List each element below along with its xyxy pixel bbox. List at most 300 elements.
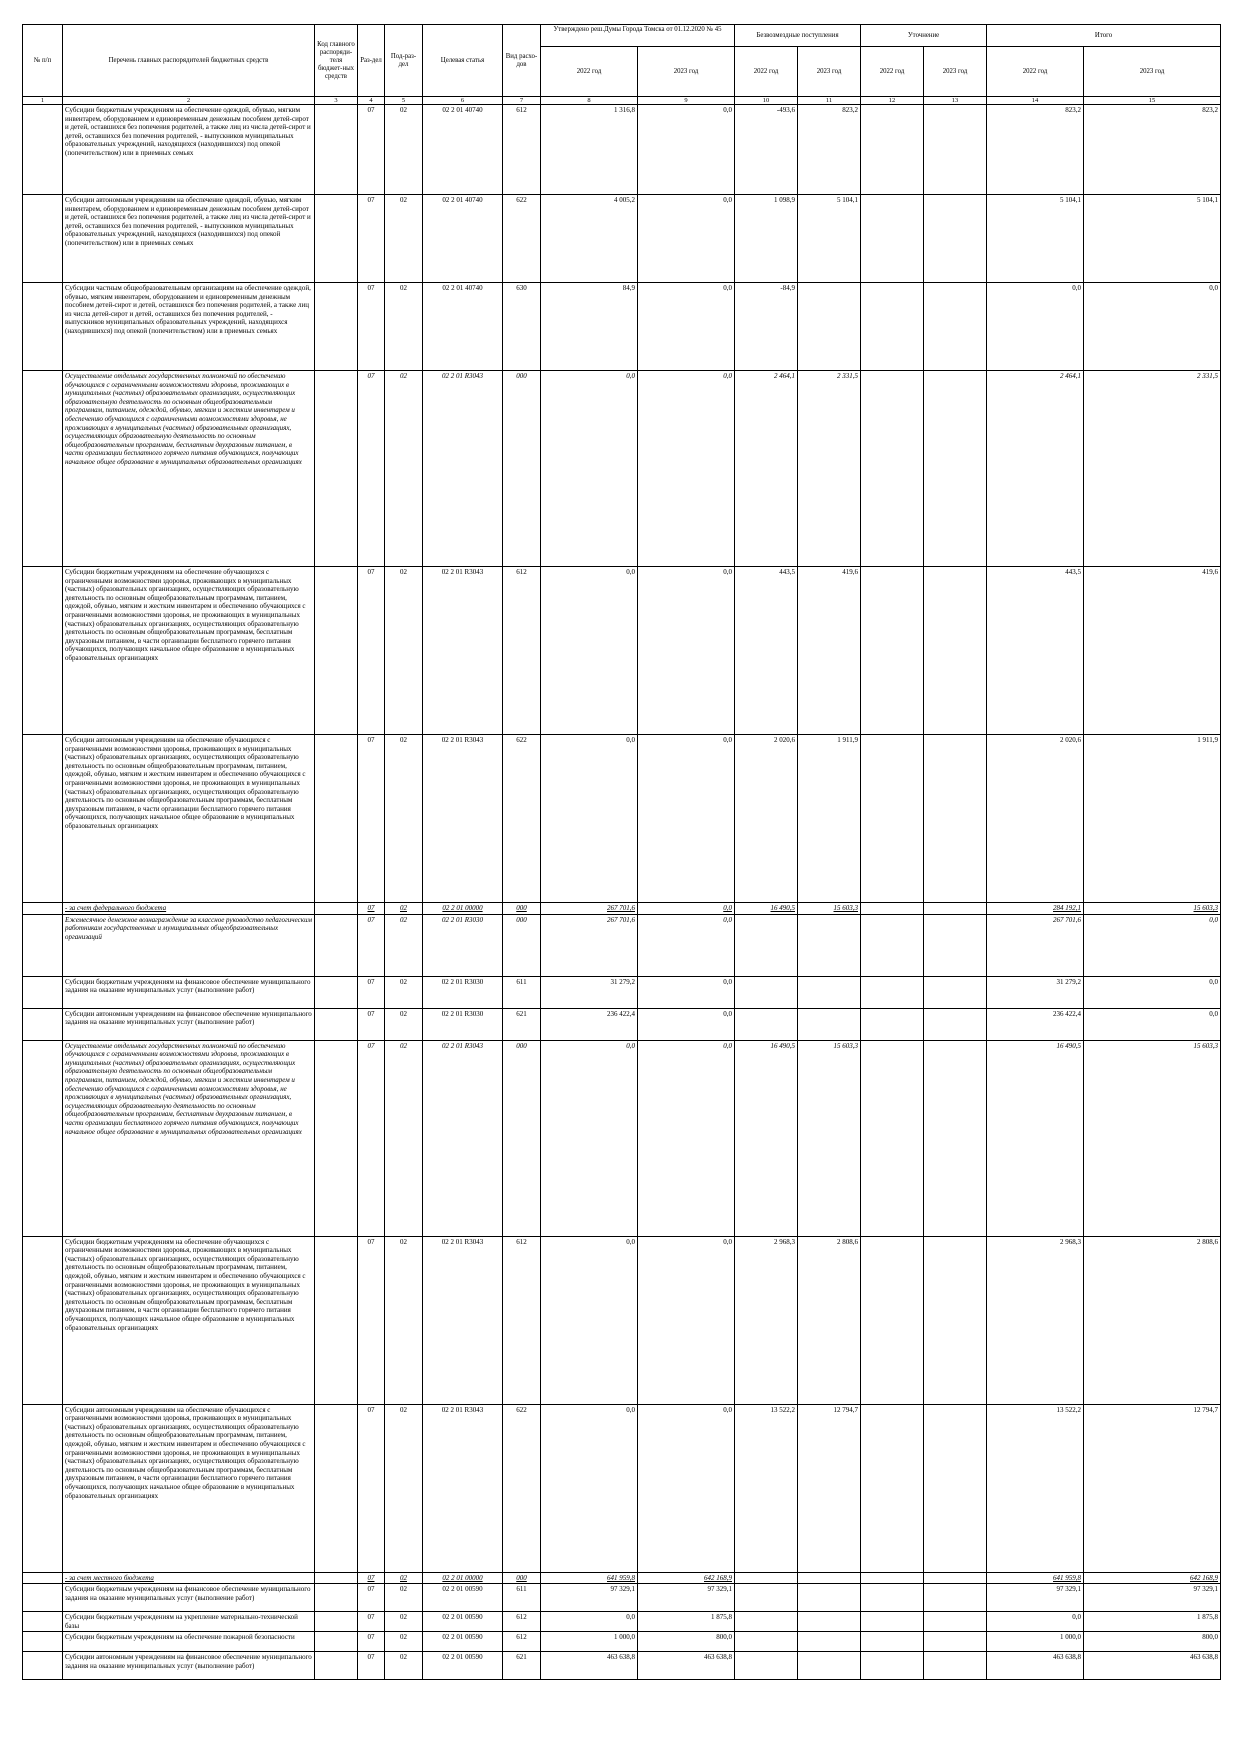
column-number: 11	[798, 97, 861, 105]
table-row	[23, 1404, 1221, 1572]
expense-type-cell: 621	[503, 1008, 541, 1040]
table-row	[23, 914, 1221, 976]
header-name: Перечень главных распорядителей бюджетных средств	[63, 25, 315, 97]
gratuitous-2023-cell	[798, 1612, 861, 1632]
clarification-2023-cell	[924, 914, 987, 976]
total-2023-cell: 0,0	[1084, 283, 1221, 371]
table-row	[23, 1008, 1221, 1040]
item-name-cell: Субсидии автономным учреждениям на обеспечение обучающихся с ограниченными возможностями здоровья, проживающих в муниципальных (частных) образовательных организациях, осуществляющих образовательную деятельность по основным общеобразовательным программам, питанием, одеждой, обувью, мягким и жестким инвентарем и обеспечению обучающихся с ограниченными возможностями здоровья, не проживающих в муниципальных (частных) образовательных организациях, осуществляющих образовательную деятельность по основным общеобразовательным программам, бесплатным двухразовым питанием, в части организации бесплатного горячего питания обучающихся, получающих начальное общее образование в муниципальных образовательных организациях	[63, 1404, 315, 1572]
approved-2023-cell: 0,0	[638, 903, 735, 915]
row-number-cell	[23, 1584, 63, 1612]
gratuitous-2022-cell: 1 098,9	[735, 195, 798, 283]
total-2023-cell: 0,0	[1084, 976, 1221, 1008]
clarification-2022-cell	[861, 567, 924, 735]
approved-2022-cell: 267 701,6	[541, 914, 638, 976]
manager-code-cell	[315, 1404, 358, 1572]
section-cell: 07	[358, 1236, 385, 1404]
item-name-cell: Субсидии автономным учреждениям на финансовое обеспечение муниципального задания на оказание муниципальных услуг (выполнение работ)	[63, 1008, 315, 1040]
header-subsection: Под-раз-дел	[385, 25, 423, 97]
total-2023-cell: 1 875,8	[1084, 1612, 1221, 1632]
column-number: 15	[1084, 97, 1221, 105]
total-2023-cell: 12 794,7	[1084, 1404, 1221, 1572]
expense-type-cell: 611	[503, 1584, 541, 1612]
column-number: 9	[638, 97, 735, 105]
approved-2022-cell: 97 329,1	[541, 1584, 638, 1612]
subsection-cell: 02	[385, 283, 423, 371]
expense-type-cell: 611	[503, 976, 541, 1008]
manager-code-cell	[315, 1652, 358, 1680]
header-total-2022: 2022 год	[987, 47, 1084, 97]
approved-2023-cell: 0,0	[638, 1404, 735, 1572]
gratuitous-2022-cell	[735, 1632, 798, 1652]
header-gratuitous-2023: 2023 год	[798, 47, 861, 97]
target-article-cell: 02 2 01 00000	[423, 903, 503, 915]
clarification-2023-cell	[924, 371, 987, 567]
item-name-cell: Осуществление отдельных государственных полномочий по обеспечению обучающихся с ограниченными возможностями здоровья, проживающих в муниципальных (частных) образовательных организациях, осуществляющих образовательную деятельность по основным общеобразовательным программам, питанием, одеждой, обувью, мягким и жестким инвентарем и обеспечению обучающихся с ограниченными возможностями здоровья, не проживающих в муниципальных (частных) образовательных организациях, осуществляющих образовательную деятельность по основным общеобразовательным программам, бесплатным двухразовым питанием, в части организации бесплатного горячего питания обучающихся, получающих начальное общее образование в муниципальных образовательных организациях	[63, 1040, 315, 1236]
gratuitous-2023-cell	[798, 1632, 861, 1652]
gratuitous-2023-cell: 15 603,3	[798, 903, 861, 915]
target-article-cell: 02 2 01 R3043	[423, 1040, 503, 1236]
column-number: 7	[503, 97, 541, 105]
approved-2023-cell: 0,0	[638, 1008, 735, 1040]
subsection-cell: 02	[385, 976, 423, 1008]
total-2022-cell: 641 959,8	[987, 1572, 1084, 1584]
column-number: 10	[735, 97, 798, 105]
header-group-gratuitous: Безвозмездные поступления	[735, 25, 861, 47]
header-clarification-2022: 2022 год	[861, 47, 924, 97]
clarification-2023-cell	[924, 283, 987, 371]
row-number-cell	[23, 1404, 63, 1572]
target-article-cell: 02 2 01 00590	[423, 1652, 503, 1680]
target-article-cell: 02 2 01 R3043	[423, 735, 503, 903]
table-row	[23, 1612, 1221, 1632]
item-name-cell: Субсидии автономным учреждениям на обеспечение обучающихся с ограниченными возможностями здоровья, проживающих в муниципальных (частных) образовательных организациях, осуществляющих образовательную деятельность по основным общеобразовательным программам, питанием, одеждой, обувью, мягким и жестким инвентарем и обеспечению обучающихся с ограниченными возможностями здоровья, не проживающих в муниципальных (частных) образовательных организациях, осуществляющих образовательную деятельность по основным общеобразовательным программам, бесплатным двухразовым питанием, в части организации бесплатного горячего питания обучающихся, получающих начальное общее образование в муниципальных образовательных организациях	[63, 735, 315, 903]
header-group-clarification: Уточнение	[861, 25, 987, 47]
gratuitous-2023-cell: 2 808,6	[798, 1236, 861, 1404]
expense-type-cell: 612	[503, 1612, 541, 1632]
gratuitous-2023-cell	[798, 1572, 861, 1584]
total-2023-cell: 15 603,3	[1084, 1040, 1221, 1236]
clarification-2023-cell	[924, 1584, 987, 1612]
subsection-cell: 02	[385, 903, 423, 915]
approved-2023-cell: 642 168,9	[638, 1572, 735, 1584]
item-name-cell: - за счет местного бюджета	[63, 1572, 315, 1584]
approved-2022-cell: 0,0	[541, 1612, 638, 1632]
item-name-cell: Субсидии бюджетным учреждениям на обеспечение одеждой, обувью, мягким инвентарем, оборудованием и единовременным денежным пособием детей-сирот и детей, оставшихся без попечения родителей, а также лиц из числа детей-сирот и детей, оставшихся без попечения родителей, - выпускников муниципальных образовательных учреждений, находящихся (находившихся) под опекой (попечительством) или в приемных семьях	[63, 105, 315, 195]
total-2022-cell: 16 490,5	[987, 1040, 1084, 1236]
row-number-cell	[23, 1652, 63, 1680]
row-number-cell	[23, 903, 63, 915]
approved-2022-cell: 0,0	[541, 735, 638, 903]
gratuitous-2023-cell: 823,2	[798, 105, 861, 195]
total-2022-cell: 463 638,8	[987, 1652, 1084, 1680]
total-2023-cell: 0,0	[1084, 914, 1221, 976]
approved-2022-cell: 0,0	[541, 1040, 638, 1236]
expense-type-cell: 612	[503, 105, 541, 195]
item-name-cell: Субсидии бюджетным учреждениям на обеспечение обучающихся с ограниченными возможностями здоровья, проживающих в муниципальных (частных) образовательных организациях, осуществляющих образовательную деятельность по основным общеобразовательным программам, питанием, одеждой, обувью, мягким и жестким инвентарем и обеспечению обучающихся с ограниченными возможностями здоровья, не проживающих в муниципальных (частных) образовательных организациях, осуществляющих образовательную деятельность по основным общеобразовательным программам, бесплатным двухразовым питанием, в части организации бесплатного горячего питания обучающихся, получающих начальное общее образование в муниципальных образовательных организациях	[63, 567, 315, 735]
gratuitous-2022-cell: 2 464,1	[735, 371, 798, 567]
header-target: Целевая статья	[423, 25, 503, 97]
section-cell: 07	[358, 567, 385, 735]
approved-2023-cell: 97 329,1	[638, 1584, 735, 1612]
total-2022-cell: 97 329,1	[987, 1584, 1084, 1612]
total-2022-cell: 236 422,4	[987, 1008, 1084, 1040]
target-article-cell: 02 2 01 00590	[423, 1612, 503, 1632]
column-number: 2	[63, 97, 315, 105]
approved-2023-cell: 0,0	[638, 1236, 735, 1404]
table-row	[23, 1632, 1221, 1652]
target-article-cell: 02 2 01 00590	[423, 1584, 503, 1612]
column-number: 4	[358, 97, 385, 105]
item-name-cell: Осуществление отдельных государственных полномочий по обеспечению обучающихся с ограниченными возможностями здоровья, проживающих в муниципальных (частных) образовательных организациях, осуществляющих образовательную деятельность по основным общеобразовательным программам, питанием, одеждой, обувью, мягким и жестким инвентарем и обеспечению обучающихся с ограниченными возможностями здоровья, не проживающих в муниципальных (частных) образовательных организациях, осуществляющих образовательную деятельность по основным общеобразовательным программам, бесплатным двухразовым питанием, в части организации бесплатного горячего питания обучающихся, получающих начальное общее образование в муниципальных образовательных организациях	[63, 371, 315, 567]
subsection-cell: 02	[385, 1652, 423, 1680]
row-number-cell	[23, 1632, 63, 1652]
total-2022-cell: 443,5	[987, 567, 1084, 735]
item-name-cell: Субсидии бюджетным учреждениям на укрепление материально-технической базы	[63, 1612, 315, 1632]
gratuitous-2023-cell	[798, 1008, 861, 1040]
subsection-cell: 02	[385, 1236, 423, 1404]
target-article-cell: 02 2 01 R3030	[423, 914, 503, 976]
row-number-cell	[23, 1040, 63, 1236]
manager-code-cell	[315, 283, 358, 371]
section-cell: 07	[358, 1652, 385, 1680]
gratuitous-2022-cell: -84,9	[735, 283, 798, 371]
column-number: 13	[924, 97, 987, 105]
table-row	[23, 283, 1221, 371]
manager-code-cell	[315, 903, 358, 915]
manager-code-cell	[315, 371, 358, 567]
gratuitous-2022-cell: 2 020,6	[735, 735, 798, 903]
manager-code-cell	[315, 1236, 358, 1404]
clarification-2023-cell	[924, 1040, 987, 1236]
manager-code-cell	[315, 1584, 358, 1612]
table-row	[23, 1040, 1221, 1236]
gratuitous-2022-cell: 2 968,3	[735, 1236, 798, 1404]
gratuitous-2023-cell: 12 794,7	[798, 1404, 861, 1572]
approved-2023-cell: 0,0	[638, 105, 735, 195]
expense-type-cell: 000	[503, 914, 541, 976]
header-no: № п/п	[23, 25, 63, 97]
total-2022-cell: 1 000,0	[987, 1632, 1084, 1652]
table-row	[23, 976, 1221, 1008]
clarification-2022-cell	[861, 903, 924, 915]
gratuitous-2023-cell	[798, 283, 861, 371]
manager-code-cell	[315, 1572, 358, 1584]
item-name-cell: Субсидии автономным учреждениям на обеспечение одеждой, обувью, мягким инвентарем, оборудованием и единовременным денежным пособием детей-сирот и детей, оставшихся без попечения родителей, а также лиц из числа детей-сирот и детей, оставшихся без попечения родителей, - выпускников муниципальных образовательных учреждений, находящихся (находившихся) под опекой (попечительством) или в приемных семьях	[63, 195, 315, 283]
section-cell: 07	[358, 1040, 385, 1236]
clarification-2023-cell	[924, 1572, 987, 1584]
section-cell: 07	[358, 1008, 385, 1040]
target-article-cell: 02 2 01 R3043	[423, 1236, 503, 1404]
column-number: 5	[385, 97, 423, 105]
total-2023-cell: 800,0	[1084, 1632, 1221, 1652]
gratuitous-2022-cell: 13 522,2	[735, 1404, 798, 1572]
gratuitous-2022-cell	[735, 1612, 798, 1632]
total-2023-cell: 15 603,3	[1084, 903, 1221, 915]
total-2022-cell: 823,2	[987, 105, 1084, 195]
expense-type-cell: 622	[503, 1404, 541, 1572]
gratuitous-2023-cell: 15 603,3	[798, 1040, 861, 1236]
clarification-2023-cell	[924, 567, 987, 735]
gratuitous-2023-cell	[798, 914, 861, 976]
expense-type-cell: 622	[503, 195, 541, 283]
section-cell: 07	[358, 1632, 385, 1652]
clarification-2022-cell	[861, 1584, 924, 1612]
total-2023-cell: 2 331,5	[1084, 371, 1221, 567]
approved-2022-cell: 236 422,4	[541, 1008, 638, 1040]
total-2023-cell: 642 168,9	[1084, 1572, 1221, 1584]
approved-2022-cell: 84,9	[541, 283, 638, 371]
column-number: 1	[23, 97, 63, 105]
row-number-cell	[23, 567, 63, 735]
approved-2022-cell: 641 959,8	[541, 1572, 638, 1584]
table-row	[23, 1236, 1221, 1404]
subsection-cell: 02	[385, 1572, 423, 1584]
row-number-cell	[23, 1236, 63, 1404]
gratuitous-2023-cell	[798, 1652, 861, 1680]
gratuitous-2023-cell: 1 911,9	[798, 735, 861, 903]
clarification-2022-cell	[861, 105, 924, 195]
expense-type-cell: 612	[503, 567, 541, 735]
total-2023-cell: 419,6	[1084, 567, 1221, 735]
approved-2022-cell: 31 279,2	[541, 976, 638, 1008]
column-number: 14	[987, 97, 1084, 105]
section-cell: 07	[358, 1404, 385, 1572]
section-cell: 07	[358, 1612, 385, 1632]
clarification-2022-cell	[861, 914, 924, 976]
section-cell: 07	[358, 976, 385, 1008]
header-code: Код главного распоряди-теля бюджет-ных средств	[315, 25, 358, 97]
approved-2023-cell: 0,0	[638, 283, 735, 371]
column-number: 3	[315, 97, 358, 105]
approved-2022-cell: 0,0	[541, 371, 638, 567]
table-row	[23, 903, 1221, 915]
target-article-cell: 02 2 01 40740	[423, 195, 503, 283]
gratuitous-2022-cell	[735, 1008, 798, 1040]
header-section: Раз-дел	[358, 25, 385, 97]
total-2022-cell: 2 968,3	[987, 1236, 1084, 1404]
subsection-cell: 02	[385, 735, 423, 903]
subsection-cell: 02	[385, 1404, 423, 1572]
target-article-cell: 02 2 01 00590	[423, 1632, 503, 1652]
clarification-2023-cell	[924, 1652, 987, 1680]
item-name-cell: Субсидии автономным учреждениям на финансовое обеспечение муниципального задания на оказание муниципальных услуг (выполнение работ)	[63, 1652, 315, 1680]
gratuitous-2022-cell	[735, 976, 798, 1008]
manager-code-cell	[315, 1040, 358, 1236]
header-group-approved: Утверждено реш.Думы Города Томска от 01.12.2020 № 45	[541, 25, 735, 47]
header-gratuitous-2022: 2022 год	[735, 47, 798, 97]
row-number-cell	[23, 195, 63, 283]
subsection-cell: 02	[385, 371, 423, 567]
row-number-cell	[23, 1008, 63, 1040]
manager-code-cell	[315, 105, 358, 195]
target-article-cell: 02 2 01 40740	[423, 105, 503, 195]
gratuitous-2023-cell: 2 331,5	[798, 371, 861, 567]
subsection-cell: 02	[385, 1612, 423, 1632]
clarification-2023-cell	[924, 903, 987, 915]
manager-code-cell	[315, 1632, 358, 1652]
table-row	[23, 1652, 1221, 1680]
total-2023-cell: 463 638,8	[1084, 1652, 1221, 1680]
clarification-2023-cell	[924, 1008, 987, 1040]
row-number-cell	[23, 735, 63, 903]
clarification-2022-cell	[861, 1404, 924, 1572]
row-number-cell	[23, 283, 63, 371]
section-cell: 07	[358, 1572, 385, 1584]
subsection-cell: 02	[385, 105, 423, 195]
row-number-cell	[23, 1572, 63, 1584]
approved-2022-cell: 0,0	[541, 1404, 638, 1572]
table-row	[23, 735, 1221, 903]
subsection-cell: 02	[385, 195, 423, 283]
header-approved-2023: 2023 год	[638, 47, 735, 97]
row-number-cell	[23, 371, 63, 567]
gratuitous-2022-cell: 16 490,5	[735, 1040, 798, 1236]
manager-code-cell	[315, 1612, 358, 1632]
header-exp-type: Вид расхо-дов	[503, 25, 541, 97]
approved-2022-cell: 0,0	[541, 567, 638, 735]
approved-2023-cell: 0,0	[638, 914, 735, 976]
column-number: 12	[861, 97, 924, 105]
header-approved-2022: 2022 год	[541, 47, 638, 97]
section-cell: 07	[358, 1584, 385, 1612]
clarification-2023-cell	[924, 1404, 987, 1572]
header-group-total: Итого	[987, 25, 1221, 47]
section-cell: 07	[358, 283, 385, 371]
target-article-cell: 02 2 01 R3043	[423, 1404, 503, 1572]
item-name-cell: Субсидии бюджетным учреждениям на обеспечение пожарной безопасности	[63, 1632, 315, 1652]
clarification-2022-cell	[861, 1236, 924, 1404]
clarification-2023-cell	[924, 1236, 987, 1404]
subsection-cell: 02	[385, 1632, 423, 1652]
section-cell: 07	[358, 105, 385, 195]
gratuitous-2023-cell: 5 104,1	[798, 195, 861, 283]
approved-2023-cell: 0,0	[638, 735, 735, 903]
clarification-2022-cell	[861, 1040, 924, 1236]
item-name-cell: Субсидии частным общеобразовательным организациям на обеспечение одеждой, обувью, мягким инвентарем, оборудованием и единовременным денежным пособием детей-сирот и детей, оставшихся без попечения родителей, а также лиц из числа детей-сирот и детей, оставшихся без попечения родителей, - выпускников муниципальных образовательных учреждений, находящихся (находившихся) под опекой (попечительством) или в приемных семьях	[63, 283, 315, 371]
expense-type-cell: 621	[503, 1652, 541, 1680]
total-2023-cell: 5 104,1	[1084, 195, 1221, 283]
expense-type-cell: 622	[503, 735, 541, 903]
approved-2022-cell: 0,0	[541, 1236, 638, 1404]
gratuitous-2023-cell	[798, 976, 861, 1008]
manager-code-cell	[315, 914, 358, 976]
manager-code-cell	[315, 1008, 358, 1040]
header-total-2023: 2023 год	[1084, 47, 1221, 97]
table-header	[23, 25, 1221, 105]
clarification-2022-cell	[861, 735, 924, 903]
total-2022-cell: 5 104,1	[987, 195, 1084, 283]
section-cell: 07	[358, 371, 385, 567]
total-2022-cell: 267 701,6	[987, 914, 1084, 976]
table-row	[23, 1584, 1221, 1612]
total-2022-cell: 284 192,1	[987, 903, 1084, 915]
approved-2023-cell: 463 638,8	[638, 1652, 735, 1680]
item-name-cell: Ежемесячное денежное вознаграждение за классное руководство педагогическим работникам государственных и муниципальных общеобразовательных организаций	[63, 914, 315, 976]
subsection-cell: 02	[385, 914, 423, 976]
manager-code-cell	[315, 195, 358, 283]
section-cell: 07	[358, 735, 385, 903]
approved-2023-cell: 0,0	[638, 567, 735, 735]
clarification-2022-cell	[861, 1632, 924, 1652]
clarification-2022-cell	[861, 976, 924, 1008]
column-number: 6	[423, 97, 503, 105]
clarification-2022-cell	[861, 1008, 924, 1040]
section-cell: 07	[358, 914, 385, 976]
approved-2023-cell: 0,0	[638, 976, 735, 1008]
total-2023-cell: 97 329,1	[1084, 1584, 1221, 1612]
table-row	[23, 371, 1221, 567]
table-row	[23, 105, 1221, 195]
approved-2023-cell: 1 875,8	[638, 1612, 735, 1632]
gratuitous-2023-cell: 419,6	[798, 567, 861, 735]
expense-type-cell: 612	[503, 1236, 541, 1404]
target-article-cell: 02 2 01 R3030	[423, 976, 503, 1008]
total-2022-cell: 0,0	[987, 1612, 1084, 1632]
table-row	[23, 567, 1221, 735]
manager-code-cell	[315, 976, 358, 1008]
item-name-cell: Субсидии бюджетным учреждениям на обеспечение обучающихся с ограниченными возможностями здоровья, проживающих в муниципальных (частных) образовательных организациях, осуществляющих образовательную деятельность по основным общеобразовательным программам, питанием, одеждой, обувью, мягким и жестким инвентарем и обеспечению обучающихся с ограниченными возможностями здоровья, не проживающих в муниципальных (частных) образовательных организациях, осуществляющих образовательную деятельность по основным общеобразовательным программам, бесплатным двухразовым питанием, в части организации бесплатного горячего питания обучающихся, получающих начальное общее образование в муниципальных образовательных организациях	[63, 1236, 315, 1404]
item-name-cell: Субсидии бюджетным учреждениям на финансовое обеспечение муниципального задания на оказание муниципальных услуг (выполнение работ)	[63, 976, 315, 1008]
column-number: 8	[541, 97, 638, 105]
table-row	[23, 195, 1221, 283]
expense-type-cell: 000	[503, 1572, 541, 1584]
subsection-cell: 02	[385, 567, 423, 735]
item-name-cell: Субсидии бюджетным учреждениям на финансовое обеспечение муниципального задания на оказание муниципальных услуг (выполнение работ)	[63, 1584, 315, 1612]
clarification-2023-cell	[924, 1632, 987, 1652]
approved-2022-cell: 463 638,8	[541, 1652, 638, 1680]
target-article-cell: 02 2 01 R3043	[423, 371, 503, 567]
clarification-2023-cell	[924, 976, 987, 1008]
gratuitous-2022-cell: -493,6	[735, 105, 798, 195]
clarification-2022-cell	[861, 283, 924, 371]
expense-type-cell: 612	[503, 1632, 541, 1652]
gratuitous-2022-cell	[735, 1652, 798, 1680]
target-article-cell: 02 2 01 00000	[423, 1572, 503, 1584]
total-2022-cell: 2 464,1	[987, 371, 1084, 567]
approved-2022-cell: 1 316,8	[541, 105, 638, 195]
total-2022-cell: 2 020,6	[987, 735, 1084, 903]
target-article-cell: 02 2 01 R3030	[423, 1008, 503, 1040]
approved-2022-cell: 4 005,2	[541, 195, 638, 283]
clarification-2023-cell	[924, 735, 987, 903]
gratuitous-2022-cell: 16 490,5	[735, 903, 798, 915]
manager-code-cell	[315, 735, 358, 903]
gratuitous-2022-cell	[735, 914, 798, 976]
item-name-cell: - за счет федерального бюджета	[63, 903, 315, 915]
budget-table	[22, 24, 1221, 1680]
total-2023-cell: 1 911,9	[1084, 735, 1221, 903]
gratuitous-2022-cell: 443,5	[735, 567, 798, 735]
approved-2023-cell: 800,0	[638, 1632, 735, 1652]
approved-2022-cell: 267 701,6	[541, 903, 638, 915]
table-row	[23, 1572, 1221, 1584]
clarification-2023-cell	[924, 105, 987, 195]
row-number-cell	[23, 914, 63, 976]
target-article-cell: 02 2 01 40740	[423, 283, 503, 371]
total-2022-cell: 13 522,2	[987, 1404, 1084, 1572]
clarification-2022-cell	[861, 1652, 924, 1680]
header-clarification-2023: 2023 год	[924, 47, 987, 97]
table-body	[23, 105, 1221, 1680]
expense-type-cell: 630	[503, 283, 541, 371]
row-number-cell	[23, 1612, 63, 1632]
subsection-cell: 02	[385, 1584, 423, 1612]
subsection-cell: 02	[385, 1008, 423, 1040]
subsection-cell: 02	[385, 1040, 423, 1236]
section-cell: 07	[358, 903, 385, 915]
total-2022-cell: 0,0	[987, 283, 1084, 371]
